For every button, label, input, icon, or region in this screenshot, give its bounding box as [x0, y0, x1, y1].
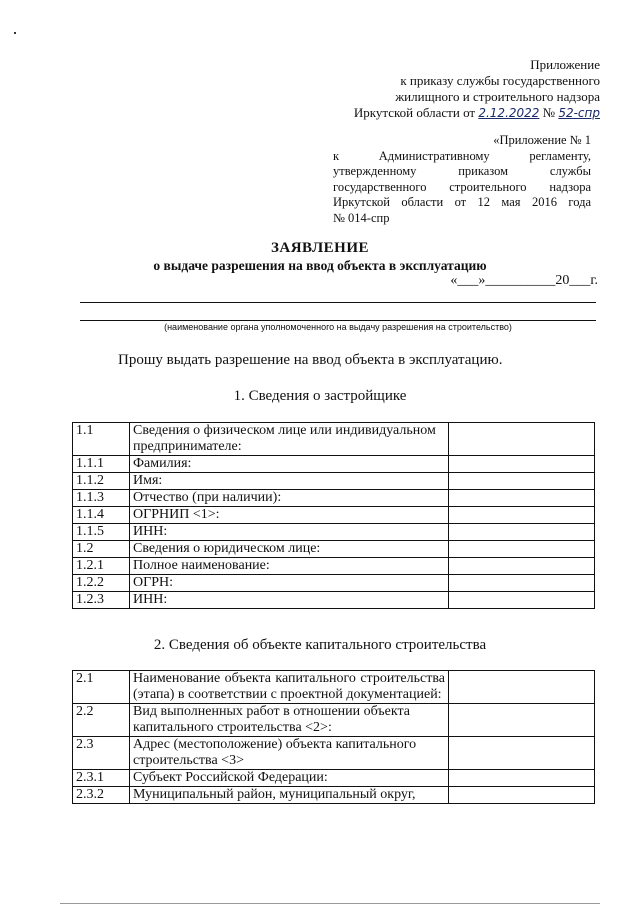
row-value-field[interactable]	[449, 473, 595, 490]
header-line-4: Иркутской области от 2.12.2022 № 52-спр	[353, 105, 600, 120]
handwritten-date: 2.12.2022	[478, 106, 540, 120]
scan-speck	[14, 32, 16, 34]
row-number: 2.3	[73, 737, 130, 770]
table-row	[73, 473, 595, 490]
row-value-field[interactable]	[449, 671, 595, 704]
row-label: ОГРН:	[130, 575, 449, 592]
table-row	[73, 558, 595, 575]
page-bottom-edge	[60, 903, 600, 904]
row-label: Полное наименование:	[130, 558, 449, 575]
date-line: «___»__________20___г.	[450, 273, 598, 288]
table-row	[73, 423, 595, 456]
row-label: ОГРНИП <1>:	[130, 507, 449, 524]
row-value-field[interactable]	[449, 524, 595, 541]
authority-caption: (наименование органа уполномоченного на выдачу разрешения на строительство)	[164, 322, 512, 332]
row-value-field[interactable]	[449, 558, 595, 575]
row-label: Субъект Российской Федерации:	[130, 770, 449, 787]
section-2-heading: 2. Сведения об объекте капитального строительства	[153, 637, 487, 653]
developer-info-table	[72, 422, 595, 609]
row-number: 1.1	[73, 423, 130, 456]
row-number: 1.2.3	[73, 592, 130, 609]
row-label: ИНН:	[130, 524, 449, 541]
row-label: Сведения о юридическом лице:	[130, 541, 449, 558]
header-line-3: жилищного и строительного надзора	[395, 89, 600, 104]
row-number: 2.1	[73, 671, 130, 704]
row-number: 2.3.1	[73, 770, 130, 787]
row-value-field[interactable]	[449, 704, 595, 737]
table-row	[73, 787, 595, 804]
row-value-field[interactable]	[449, 456, 595, 473]
header-line-2: к приказу службы государственного	[400, 73, 600, 88]
regulation-reference	[333, 133, 591, 226]
document-title: ЗАЯВЛЕНИЕ	[270, 240, 370, 256]
table-row	[73, 671, 595, 704]
table-row	[73, 524, 595, 541]
row-number: 1.1.4	[73, 507, 130, 524]
row-number: 1.2	[73, 541, 130, 558]
regulation-line-4: государственного строительного надзора	[333, 179, 591, 194]
regulation-line-2: к Административному регламенту,	[333, 148, 591, 163]
row-label: Адрес (местоположение) объекта капитального строительства <3>	[130, 737, 449, 770]
row-label: Наименование объекта капитального строительства (этапа) в соответствии с проектной документацией:	[130, 671, 449, 704]
handwritten-number: 52-спр	[558, 106, 600, 120]
row-number: 1.2.2	[73, 575, 130, 592]
table-row	[73, 490, 595, 507]
row-number: 1.1.3	[73, 490, 130, 507]
row-number: 1.1.2	[73, 473, 130, 490]
table-row	[73, 456, 595, 473]
table-row	[73, 704, 595, 737]
regulation-line-1: «Приложение № 1	[493, 133, 591, 147]
regulation-line-5: Иркутской области от 12 мая 2016 года	[333, 195, 591, 209]
row-number: 2.3.2	[73, 787, 130, 804]
row-value-field[interactable]	[449, 541, 595, 558]
row-label: Вид выполненных работ в отношении объекта капитального строительства <2>:	[130, 704, 449, 737]
table-row	[73, 541, 595, 558]
order-header	[354, 57, 600, 121]
regulation-line-6: № 014-спр	[333, 210, 390, 225]
table-row	[73, 592, 595, 609]
row-value-field[interactable]	[449, 507, 595, 524]
section-1-heading: 1. Сведения о застройщике	[233, 388, 407, 404]
row-value-field[interactable]	[449, 787, 595, 804]
table-row	[73, 575, 595, 592]
row-label: Имя:	[130, 473, 449, 490]
row-value-field[interactable]	[449, 490, 595, 507]
table-row	[73, 737, 595, 770]
row-label: ИНН:	[130, 592, 449, 609]
row-value-field[interactable]	[449, 592, 595, 609]
row-label: Сведения о физическом лице или индивидуальном предпринимателе:	[130, 423, 449, 456]
row-number: 2.2	[73, 704, 130, 737]
row-value-field[interactable]	[449, 575, 595, 592]
row-label: Фамилия:	[130, 456, 449, 473]
row-number: 1.2.1	[73, 558, 130, 575]
object-info-table	[72, 670, 595, 804]
authority-line-2	[80, 320, 596, 321]
document-subtitle: о выдаче разрешения на ввод объекта в эксплуатацию	[153, 258, 487, 273]
row-number: 1.1.1	[73, 456, 130, 473]
table-row	[73, 770, 595, 787]
row-label: Муниципальный район, муниципальный округ,	[130, 787, 449, 804]
table-row	[73, 507, 595, 524]
header-line-1: Приложение	[530, 57, 600, 72]
row-value-field[interactable]	[449, 770, 595, 787]
row-value-field[interactable]	[449, 737, 595, 770]
row-number: 1.1.5	[73, 524, 130, 541]
regulation-line-3: утвержденному приказом службы	[333, 164, 591, 178]
row-label: Отчество (при наличии):	[130, 490, 449, 507]
request-text: Прошу выдать разрешение на ввод объекта в эксплуатацию.	[118, 352, 503, 368]
row-value-field[interactable]	[449, 423, 595, 456]
authority-line-1	[80, 302, 596, 303]
